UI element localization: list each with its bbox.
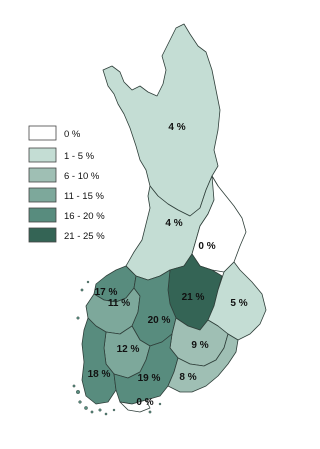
label-north-ostrobothnia: 4 % [165, 218, 183, 229]
label-lapland: 4 % [168, 122, 186, 133]
label-central-finland: 20 % [147, 315, 171, 326]
legend [29, 126, 105, 242]
legend-swatch-3 [29, 188, 56, 202]
region-lapland[interactable] [103, 24, 220, 216]
legend-label-5: 21 - 25 % [64, 231, 105, 242]
label-north-karelia: 5 % [230, 298, 248, 309]
label-north-savo: 21 % [181, 292, 205, 303]
label-satakunta-varsinais: 18 % [87, 369, 111, 380]
legend-swatch-5 [29, 228, 56, 242]
label-ostrobothnia: 11 % [107, 298, 131, 309]
legend-label-1: 1 - 5 % [64, 151, 95, 162]
label-hame-uusimaa: 19 % [137, 373, 161, 384]
label-southwest-coast: 0 % [136, 397, 154, 408]
legend-swatch-0 [29, 126, 56, 140]
label-south-savo: 9 % [191, 340, 209, 351]
label-central-ostrobothnia: 17 % [94, 287, 118, 298]
label-kainuu: 0 % [198, 241, 216, 252]
legend-swatch-4 [29, 208, 56, 222]
label-kymenlaakso: 8 % [179, 372, 197, 383]
legend-label-0: 0 % [64, 129, 81, 140]
label-pirkanmaa: 12 % [116, 344, 140, 355]
legend-swatch-2 [29, 168, 56, 182]
legend-label-4: 16 - 20 % [64, 211, 105, 222]
legend-swatch-1 [29, 148, 56, 162]
legend-label-2: 6 - 10 % [64, 171, 100, 182]
legend-label-3: 11 - 15 % [64, 191, 104, 202]
